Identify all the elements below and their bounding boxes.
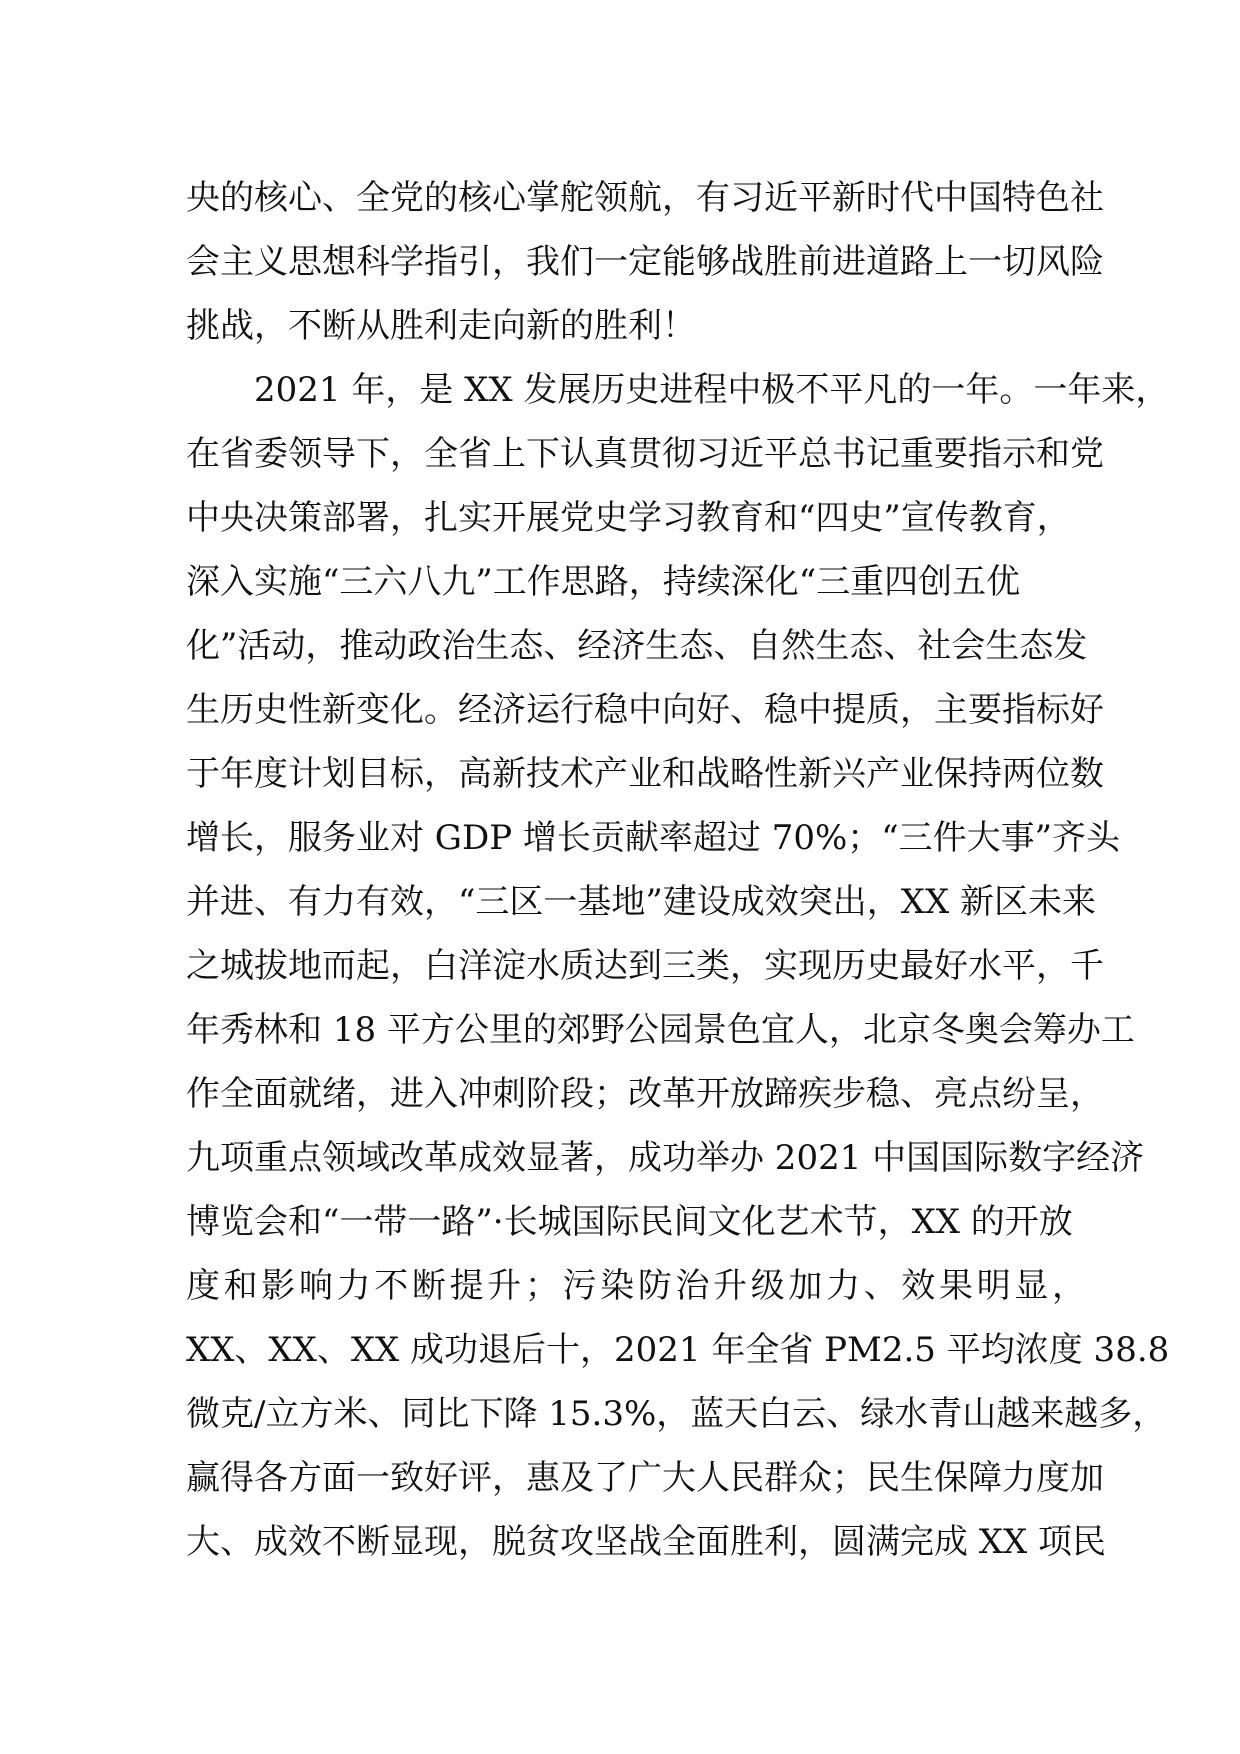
text-line: 于年度计划目标，高新技术产业和战略性新兴产业保持两位数: [186, 754, 1104, 794]
text-line: 之城拔地而起，白洋淀水质达到三类，实现历史最好水平，千: [186, 946, 1104, 986]
body-text: [186, 166, 1170, 1574]
text-line: 生历史性新变化。经济运行稳中向好、稳中提质，主要指标好: [186, 690, 1104, 730]
text-line: 博览会和“一带一路”·长城国际民间文化艺术节，XX 的开放: [186, 1202, 1073, 1242]
text-line: 度和影响力不断提升；污染防治升级加力、效果明显，: [186, 1266, 1086, 1306]
text-line: 赢得各方面一致好评，惠及了广大人民群众；民生保障力度加: [186, 1458, 1104, 1498]
text-line: 化”活动，推动政治生态、经济生态、自然生态、社会生态发: [186, 626, 1088, 666]
text-line: XX、XX、XX 成功退后十，2021 年全省 PM2.5 平均浓度 38.8: [186, 1330, 1170, 1370]
text-line: 大、成效不断显现，脱贫攻坚战全面胜利，圆满完成 XX 项民: [186, 1522, 1107, 1562]
text-line: 会主义思想科学指引，我们一定能够战胜前进道路上一切风险: [186, 242, 1104, 282]
text-line: 挑战，不断从胜利走向新的胜利！: [186, 306, 696, 346]
text-line: 在省委领导下，全省上下认真贯彻习近平总书记重要指示和党: [186, 434, 1104, 474]
text-line: 2021 年，是 XX 发展历史进程中极不平凡的一年。一年来，: [186, 370, 1170, 410]
text-line: 微克/立方米、同比下降 15.3%，蓝天白云、绿水青山越来越多，: [186, 1394, 1167, 1434]
text-line: 九项重点领域改革成效显著，成功举办 2021 中国国际数字经济: [186, 1138, 1145, 1178]
text-line: 并进、有力有效，“三区一基地”建设成效突出，XX 新区未来: [186, 882, 1096, 922]
text-line: 央的核心、全党的核心掌舵领航，有习近平新时代中国特色社: [186, 178, 1104, 218]
text-line: 增长，服务业对 GDP 增长贡献率超过 70%；“三件大事”齐头: [186, 818, 1121, 858]
text-line: 年秀林和 18 平方公里的郊野公园景色宜人，北京冬奥会筹办工: [186, 1010, 1135, 1050]
text-line: 作全面就绪，进入冲刺阶段；改革开放蹄疾步稳、亮点纷呈，: [186, 1074, 1104, 1114]
text-line: 深入实施“三六八九”工作思路，持续深化“三重四创五优: [186, 562, 1021, 602]
text-line: 中央决策部署，扎实开展党史学习教育和“四史”宣传教育，: [186, 498, 1071, 538]
